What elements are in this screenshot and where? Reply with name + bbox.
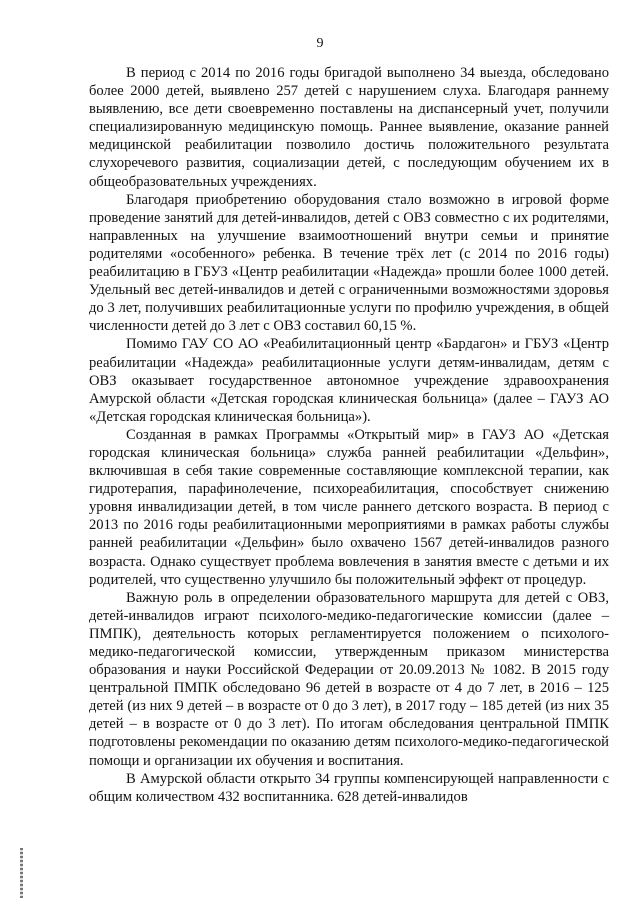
body-text [89,64,609,806]
paragraph-delfin-service: Созданная в рамках Программы «Открытый мир» в ГАУЗ АО «Детская городская клиническая больница» служба ранней реабилитации «Дельфин», включившая в себя такие современные составляющие комплексной терапии, как гидротерапия, парафинолечение, психореабилитация, способствует снижению уровня инвалидизации детей, в том числе раннего детского возраста. В период с 2013 по 2016 годы реабилитационными мероприятиями в рамках работы службы ранней реабилитации «Дельфин» было охвачено 1567 детей-инвалидов разного возраста. Однако существует проблема вовлечения в занятия вместе с детьми и их родителей, что существенно улучшило бы положительный эффект от процедур. [89,426,609,588]
scan-margin-mark [20,848,23,898]
page-number: 9 [316,36,324,51]
paragraph-rehab-institutions: Помимо ГАУ СО АО «Реабилитационный центр «Бардагон» и ГБУЗ «Центр реабилитации «Надежда» реабилитационные услуги детям-инвалидам, детям с ОВЗ оказывает государственное автономное учреждение здравоохранения Амурской области «Детская городская клиническая больница» (далее – ГАУЗ АО «Детская городская клиническая больница»). [89,336,609,425]
paragraph-compensatory-groups: В Амурской области открыто 34 группы компенсирующей направленности с общим количеством 432 воспитанника. 628 детей-инвалидов [89,770,609,805]
paragraph-hearing-screening: В период с 2014 по 2016 годы бригадой выполнено 34 выезда, обследовано более 2000 детей, выявлено 257 детей с нарушением слуха. Благодаря раннему выявлению, все дети своевременно поставлены на диспансерный учет, получили специализированную медицинскую помощь. Раннее выявление, оказание ранней медицинской реабилитации позволило достичь положительного результата слухоречевого развития, социализации детей, с последующим обучением их в общеобразовательных учреждениях. [89,65,609,190]
paragraph-pmpk-commissions: Важную роль в определении образовательного маршрута для детей с ОВЗ, детей-инвалидов играют психолого-медико-педагогические комиссии (далее – ПМПК), деятельность которых регламентируется положением о психолого-медико-педагогической комиссии, утвержденным приказом министерства образования и науки Российской Федерации от 20.09.2013 № 1082. В 2015 году центральной ПМПК обследовано 96 детей в возрасте от 4 до 7 лет, в 2016 – 125 детей (из них 9 детей – в возрасте от 0 до 3 лет), в 2017 году – 185 детей (из них 35 детей – в возрасте от 0 до 3 лет). По итогам обследования центральной ПМПК подготовлены рекомендации по оказанию детям психолого-медико-педагогической помощи и организации их обучения и воспитания. [89,589,609,769]
paragraph-equipment-rehabilitation: Благодаря приобретению оборудования стало возможно в игровой форме проведение занятий для детей-инвалидов, детей с ОВЗ совместно с их родителями, направленных на улучшение взаимоотношений внутри семьи и принятие родителями «особенного» ребенка. В течение трёх лет (с 2014 по 2016 годы) реабилитацию в ГБУЗ «Центр реабилитации «Надежда» прошли более 1000 детей. Удельный вес детей-инвалидов и детей с ограниченными возможностями здоровья до 3 лет, получивших реабилитационные услуги по профилю учреждения, в общей численности детей до 3 лет с ОВЗ составил 60,15 %. [89,191,609,335]
